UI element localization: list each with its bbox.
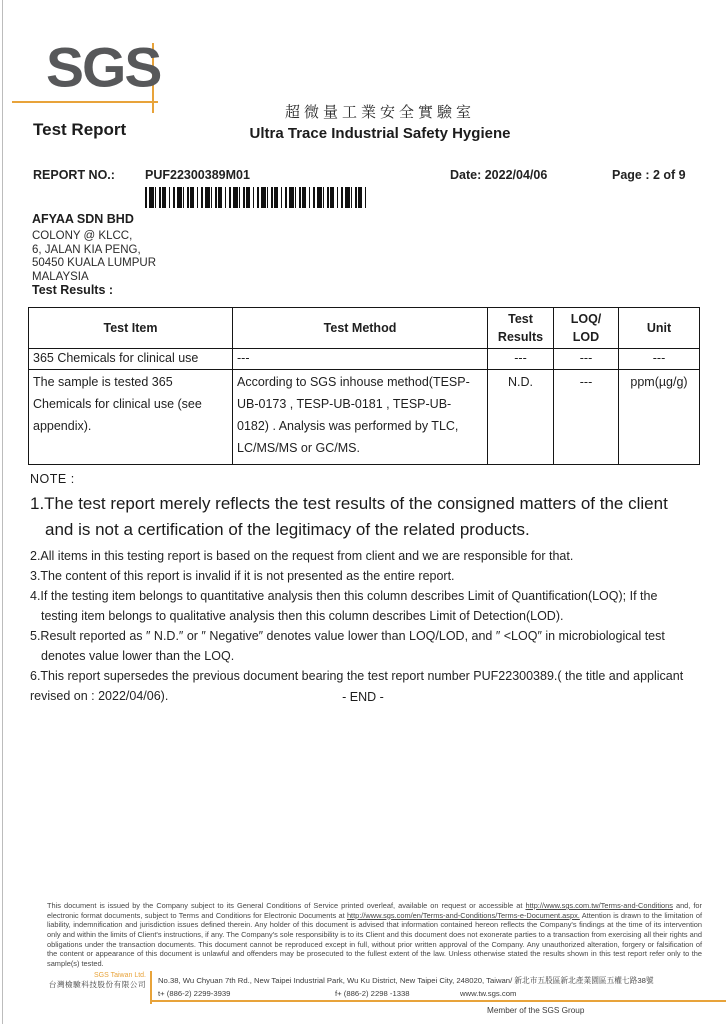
cell-test-method: ---: [233, 349, 488, 370]
table-header-row: [29, 308, 700, 349]
cell-loq-lod: ---: [554, 370, 619, 465]
lab-title-chinese: 超微量工業安全實驗室: [284, 105, 475, 121]
cell-unit: ---: [619, 349, 700, 370]
cell-test-results: N.D.: [488, 370, 554, 465]
lab-title-english: Ultra Trace Industrial Safety Hygiene: [249, 125, 511, 142]
client-address-line: 6, JALAN KIA PENG,: [32, 243, 141, 256]
sgs-logo: [36, 36, 166, 110]
report-date: Date: 2022/04/06: [450, 168, 548, 182]
document-type-title: Test Report: [33, 120, 127, 139]
report-barcode: [145, 187, 369, 208]
footer-orange-rule: [150, 1000, 726, 1002]
col-header-unit: Unit: [619, 308, 700, 349]
report-no-value: PUF22300389M01: [145, 168, 250, 182]
cell-test-results: ---: [488, 349, 554, 370]
sgs-logo-text: SGS: [46, 36, 161, 100]
test-results-heading: Test Results :: [32, 283, 114, 297]
end-marker: - END -: [342, 690, 384, 704]
report-no-label: REPORT NO.:: [33, 168, 115, 182]
client-address-line: 50450 KUALA LUMPUR: [32, 257, 157, 269]
terms-e-document-link[interactable]: http://www.sgs.com/en/Terms-and-Conditions/Terms-e-Document.aspx.: [346, 910, 580, 920]
company-address: No.38, Wu Chyuan 7th Rd., New Taipei Industrial Park, Wu Ku District, New Taipei City, 248020, Taiwan/ 新北市五股區新北產業園區五權七路38號: [158, 976, 654, 985]
company-phone: t+ (886-2) 2299-3939: [158, 989, 231, 998]
table-row: [29, 370, 700, 465]
note-item-5: 5.Result reported as ″ N.D.″ or ″ Negative″ denotes value lower than LOQ/LOD, and ″ <LOQ″ in microbiological test denotes value lower than the LOQ.: [30, 628, 665, 663]
client-address-line: COLONY @ KLCC,: [32, 230, 133, 242]
notes-label: NOTE :: [30, 472, 75, 486]
col-header-test-item: Test Item: [29, 308, 233, 349]
terms-conditions-link[interactable]: http://www.sgs.com.tw/Terms-and-Conditions: [525, 901, 673, 910]
lab-titles: [180, 101, 580, 142]
cell-loq-lod: ---: [554, 349, 619, 370]
company-website-link[interactable]: www.tw.sgs.com: [460, 989, 517, 998]
client-name: AFYAA SDN BHD: [32, 212, 134, 226]
col-header-test-results: Test Results: [488, 308, 554, 349]
note-item-6: 6.This report supersedes the previous document bearing the test report number PUF22300389.( the title and applicant revised on : 2022/04/06).: [30, 668, 684, 703]
company-fax: f+ (886-2) 2298 -1338: [335, 989, 410, 998]
client-address: [32, 230, 156, 284]
legal-text: This document is issued by the Company subject to its General Conditions of Service printed overleaf, available on request or accessible at: [47, 901, 526, 910]
test-results-table: [28, 307, 700, 465]
company-name-en: SGS Taiwan Ltd.: [93, 972, 146, 979]
legal-text: and, for electronic format documents, subject to Terms and Conditions for Electronic Documents at: [47, 901, 702, 920]
note-item-1: 1.The test report merely reflects the test results of the consigned matters of the client and is not a certification of the legitimacy of the related products.: [30, 494, 668, 540]
note-item-3: 3.The content of this report is invalid if it is not presented as the entire report.: [30, 568, 455, 583]
table-row: [29, 349, 700, 370]
col-header-loq-lod: LOQ/ LOD: [554, 308, 619, 349]
cell-unit: ppm(µg/g): [619, 370, 700, 465]
client-address-block: [32, 212, 156, 284]
col-header-test-method: Test Method: [233, 308, 488, 349]
note-item-2: 2.All items in this testing report is based on the request from client and we are responsible for that.: [30, 548, 574, 563]
scan-edge-line: [2, 0, 3, 1024]
cell-test-method: According to SGS inhouse method(TESP-UB-0173 , TESP-UB-0181 , TESP-UB-0182) . Analysis was performed by TLC, LC/MS/MS or GC/MS.: [233, 370, 488, 465]
company-name-block: [40, 972, 146, 990]
company-name-zh: 台灣檢驗科技股份有限公司: [48, 980, 146, 990]
cell-test-item: 365 Chemicals for clinical use: [29, 349, 233, 370]
legal-disclaimer: [47, 901, 702, 968]
notes-section: [30, 472, 690, 706]
cell-test-item: The sample is tested 365 Chemicals for clinical use (see appendix).: [29, 370, 233, 465]
client-address-line: MALAYSIA: [32, 270, 89, 283]
note-item-4: 4.If the testing item belongs to quantitative analysis then this column describes Limit of Quantification(LOQ); If the testing item belongs to qualitative analysis then this column describes Limit of Detection(LOD).: [30, 588, 658, 623]
page-number: Page : 2 of 9: [612, 168, 686, 182]
logo-horizontal-line: [12, 101, 158, 103]
legal-text: Attention is drawn to the limitation of liability, indemnification and jurisdiction issues defined therein. Any holder of this document is advised that information contained hereon reflects the Company's findings at the time of its intervention only and within the limits of Client's instructions, if any. The Company's sole responsibility is to its Client and this document does not exonerate parties to a transaction from exercising all their rights and obligations under the transaction documents. This document cannot be reproduced except in full, without prior written approval of the Company. Any unauthorized alteration, forgery or falsification of the content or appearance of this document is unlawful and offenders may be prosecuted to the fullest extent of the law. Unless otherwise stated the results shown in this test report refer only to the sample(s) tested.: [47, 910, 702, 968]
sgs-group-membership: Member of the SGS Group: [487, 1006, 585, 1015]
